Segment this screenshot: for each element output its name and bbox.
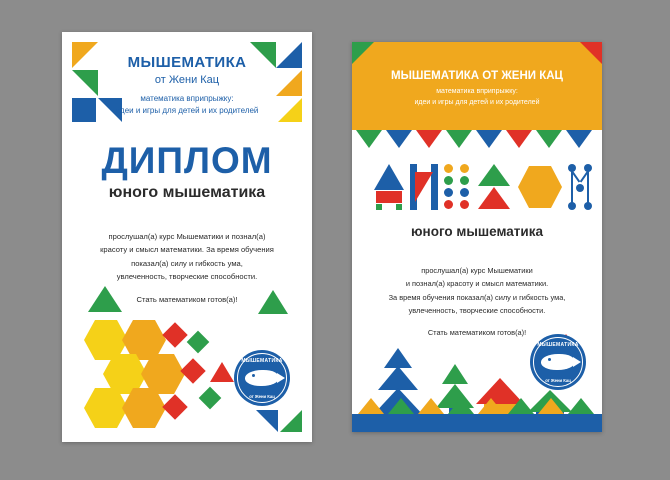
left-recipient-line: юного мышематика xyxy=(108,184,266,201)
left-header-block xyxy=(62,54,312,116)
mosaic-letter-o xyxy=(518,166,562,208)
right-body-line-1: прослушал(а) курс Мышематики xyxy=(421,266,533,275)
decor-bottom-stripe xyxy=(352,414,602,432)
mosaic-p-dot-5 xyxy=(444,188,453,197)
mosaic-p-dot-4 xyxy=(460,176,469,185)
right-body-line-3: За время обучения показал(а) силу и гибкость ума, xyxy=(388,292,566,302)
mosaic-d-part-4 xyxy=(396,204,402,210)
left-body-line-3: показал(а) силу и гибкость ума, xyxy=(131,258,243,268)
right-body-line-4: увлеченность, творческие способности. xyxy=(408,305,546,315)
decor-diamond-green-1 xyxy=(187,331,210,354)
decor-bottom-tooth-8 xyxy=(568,398,594,414)
decor-bottom-tooth-1 xyxy=(358,398,384,414)
left-author: от Жени Кац xyxy=(154,74,220,86)
decor-bottom-tooth-5 xyxy=(478,398,504,414)
mosaic-p-dot-8 xyxy=(460,200,469,209)
logo-bottom-text: от Жени Кац xyxy=(545,378,571,383)
decor-diamond-red-2 xyxy=(180,358,205,383)
mosaic-letter-l xyxy=(478,164,510,210)
fish-eye-icon xyxy=(548,358,551,361)
right-logo-stamp[interactable] xyxy=(530,334,586,390)
mosaic-d-part-1 xyxy=(374,164,404,190)
right-recipient-line: юного мышематика xyxy=(411,224,543,239)
left-tagline-2: идеи и игры для детей и их родителей xyxy=(115,105,259,115)
mosaic-p-dot-6 xyxy=(460,188,469,197)
left-body-line-2: красоту и смысл математики. За время обучения xyxy=(100,245,274,255)
mosaic-letter-d xyxy=(374,164,404,210)
mosaic-d-part-2 xyxy=(376,191,402,203)
logo-top-text: МЫШЕМАТИКА xyxy=(537,342,579,348)
left-title: МЫШЕМАТИКА xyxy=(127,54,247,71)
mosaic-m-node-3 xyxy=(576,184,584,192)
decor-band-tooth-5 xyxy=(476,130,502,148)
mosaic-letter-p xyxy=(444,164,472,210)
right-body-line-2: и познал(а) красоту и смысл математики. xyxy=(405,279,549,289)
decor-triangle-blue-br xyxy=(256,410,278,432)
decor-bottom-tooth-7 xyxy=(538,398,564,414)
fish-eye-icon xyxy=(252,374,255,377)
decor-triangle-green-br xyxy=(280,410,302,432)
mosaic-letter-m xyxy=(568,164,592,210)
decor-diamond-green-2 xyxy=(199,387,222,410)
decor-tree-green-top xyxy=(442,364,468,384)
decor-triangle-green-mid-r xyxy=(258,290,288,314)
right-title: МЫШЕМАТИКА ОТ ЖЕНИ КАЦ xyxy=(391,70,563,82)
decor-band-tooth-8 xyxy=(566,130,592,148)
left-tagline-1: математика вприпрыжку: xyxy=(140,94,234,103)
left-body-line-1: прослушал(а) курс Мышематики и познал(а) xyxy=(108,232,266,241)
right-body-closing: Стать математиком готов(а)! xyxy=(427,328,527,338)
right-tagline-2: идеи и игры для детей и их родителей xyxy=(414,98,540,106)
decor-triangle-green-mid-l xyxy=(88,286,122,312)
decor-band-tooth-3 xyxy=(416,130,442,148)
decor-diamond-red-3 xyxy=(162,394,187,419)
mosaic-d-part-3 xyxy=(376,204,382,210)
fish-icon xyxy=(541,354,575,370)
mosaic-l-part-2 xyxy=(478,187,510,209)
mosaic-p-dot-3 xyxy=(444,176,453,185)
right-body-text xyxy=(370,264,584,340)
mosaic-p-dot-2 xyxy=(460,164,469,173)
left-logo-stamp[interactable] xyxy=(234,350,290,406)
decor-bottom-tooth-4 xyxy=(448,398,474,414)
mosaic-letter-i xyxy=(410,164,438,210)
right-tagline-block xyxy=(352,87,602,108)
decor-diamond-red-1 xyxy=(162,322,187,347)
logo-top-text: МЫШЕМАТИКА xyxy=(241,358,283,364)
certificate-right[interactable] xyxy=(352,42,602,432)
mosaic-p-dot-7 xyxy=(444,200,453,209)
decor-bottom-tooth-3 xyxy=(418,398,444,414)
decor-bottom-tooth-6 xyxy=(508,398,534,414)
left-body-line-4: увлеченность, творческие способности. xyxy=(116,271,258,281)
right-header-band xyxy=(352,42,602,130)
decor-tree-blue-1-top xyxy=(384,348,412,368)
mosaic-i-part-3 xyxy=(415,172,433,202)
right-tagline-1: математика вприпрыжку: xyxy=(436,88,518,95)
left-body-closing: Стать математиком готов(а)! xyxy=(136,295,238,305)
decor-hexagon-orange-3 xyxy=(122,388,166,428)
decor-triangle-red-bottom xyxy=(210,362,234,382)
decor-band-tooth-6 xyxy=(506,130,532,148)
decor-tree-blue-1-mid xyxy=(378,366,418,390)
certificate-left[interactable] xyxy=(62,32,312,442)
mosaic-l-part-1 xyxy=(478,164,510,186)
decor-band-tooth-4 xyxy=(446,130,472,148)
mosaic-p-dot-1 xyxy=(444,164,453,173)
decor-bottom-tooth-2 xyxy=(388,398,414,414)
decor-band-tooth-2 xyxy=(386,130,412,148)
fish-icon xyxy=(245,370,279,386)
decor-hexagon-yellow-3 xyxy=(84,388,128,428)
left-diploma-word: ДИПЛОМ xyxy=(101,140,273,181)
decor-band-tooth-7 xyxy=(536,130,562,148)
decor-band-tooth-1 xyxy=(356,130,382,148)
logo-bottom-text: от Жени Кац xyxy=(249,394,275,399)
decor-corner-green-tl xyxy=(352,42,374,64)
decor-corner-red-tr xyxy=(580,42,602,64)
